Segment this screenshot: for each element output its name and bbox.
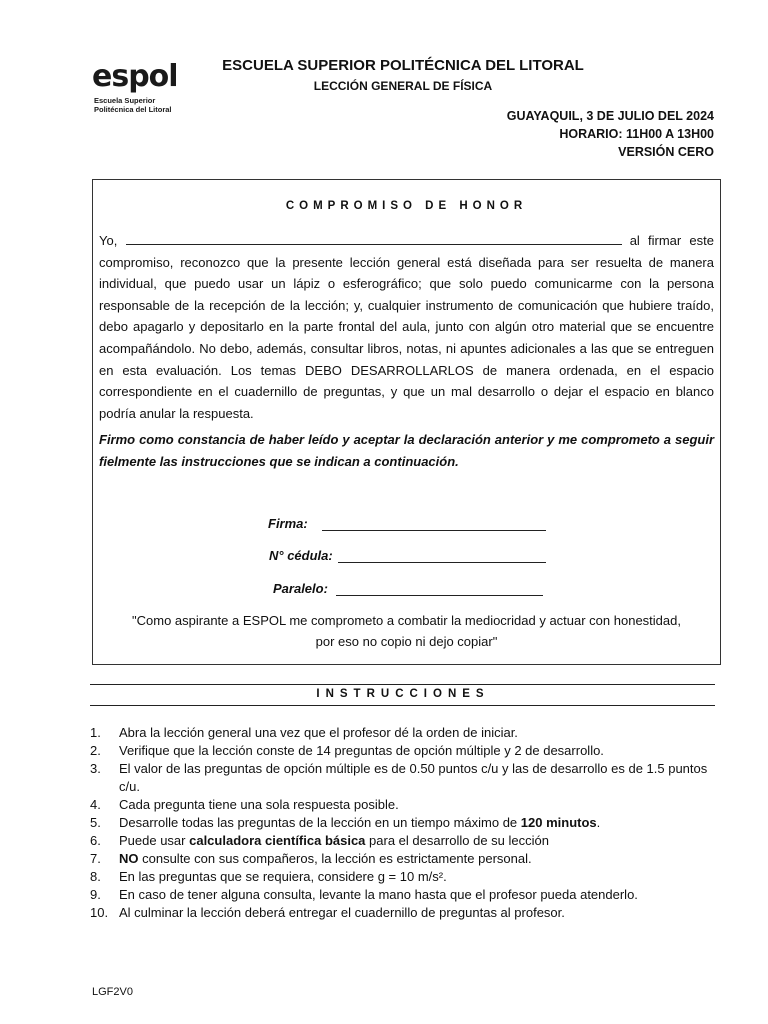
instruction-text: Puede usar <box>119 833 190 848</box>
honor-quote-line-2: por eso no copio ni dejo copiar" <box>315 634 498 649</box>
instruction-number: 6. <box>90 833 101 848</box>
instruction-bold: 120 minutos <box>520 815 597 830</box>
honor-statement-text: al firmar este compromiso, reconozco que la presente lección general está diseñada para ser resuelta de manera individual, que puedo usar un lápiz o esferográfico; que solo puedo comunicarme con la persona responsable de la recepción de la lección; y, cualquier instrumento de comunicación que hubiere traído, debo apagarlo y depositarlo en la parte frontal del aula, junto con algún otro material que se encuentre acompañándolo. No debo, además, consultar libros, notas, ni apuntes adicionales a las que se entreguen en esta evaluación. Los temas DEBO DESARROLLARLOS de manera ordenada, en el espacio correspondiente en el cuadernillo de preguntas, y que un mal desarrollo o dejar el espacio en blanco podría anular la respuesta. <box>99 233 714 421</box>
instruction-number: 8. <box>90 869 101 884</box>
paralelo-line <box>336 595 543 596</box>
instruction-item <box>90 832 720 850</box>
instruction-number: 4. <box>90 797 101 812</box>
instruction-text: Verifique que la lección conste de 14 preguntas de opción múltiple y 2 de desarrollo. <box>119 743 604 758</box>
exam-schedule: HORARIO: 11H00 A 13H00 <box>559 127 714 141</box>
school-name: ESCUELA SUPERIOR POLITÉCNICA DEL LITORAL <box>222 57 584 74</box>
logo-wordmark: espol <box>92 59 178 94</box>
instruction-text: Abra la lección general una vez que el profesor dé la orden de iniciar. <box>119 725 518 740</box>
instructions-top-rule <box>90 684 715 685</box>
instruction-text: En las preguntas que se requiera, considere g = 10 m/s². <box>119 869 447 884</box>
exam-date: GUAYAQUIL, 3 DE JULIO DEL 2024 <box>506 109 714 123</box>
instruction-text-end: consulte con sus compañeros, la lección es estrictamente personal. <box>138 851 532 866</box>
instruction-number: 5. <box>90 815 101 830</box>
instruction-item <box>90 850 720 868</box>
honor-commitment-box <box>92 179 721 665</box>
instruction-text: En caso de tener alguna consulta, levante la mano hasta que el profesor pueda atenderlo. <box>119 887 638 902</box>
instruction-item <box>90 724 720 742</box>
firma-label: Firma: <box>268 516 308 531</box>
instruction-number: 10. <box>90 905 109 920</box>
instruction-number: 7. <box>90 851 101 866</box>
instructions-title: INSTRUCCIONES <box>316 688 490 700</box>
logo-subtitle-line-2: Politécnica del Litoral <box>94 105 172 114</box>
honor-statement <box>99 230 714 424</box>
logo-subtitle-line-1: Escuela Superior <box>94 96 156 105</box>
instruction-item <box>90 904 720 922</box>
cedula-line <box>338 562 546 563</box>
instruction-number: 9. <box>90 887 101 902</box>
instruction-text: Al culminar la lección deberá entregar el cuadernillo de preguntas al profesor. <box>119 905 565 920</box>
instruction-item <box>90 796 720 814</box>
instruction-bold: calculadora científica básica <box>189 833 366 848</box>
firma-line <box>322 530 546 531</box>
instruction-item <box>90 886 720 904</box>
cedula-label: N° cédula: <box>269 548 333 563</box>
name-blank-line <box>126 232 622 245</box>
honor-declaration: Firmo como constancia de haber leído y aceptar la declaración anterior y me comprometo a seguir fielmente las instrucciones que se indican a continuación. <box>99 432 714 469</box>
instructions-bottom-rule <box>90 705 715 706</box>
honor-title: COMPROMISO DE HONOR <box>285 200 528 212</box>
exam-version: VERSIÓN CERO <box>618 145 714 159</box>
instructions-list <box>90 724 720 922</box>
yo-label: Yo, <box>99 233 118 248</box>
logo-subtitle <box>94 96 172 114</box>
paralelo-label: Paralelo: <box>273 581 328 596</box>
instruction-text: El valor de las preguntas de opción múltiple es de 0.50 puntos c/u y las de desarrollo es de 1.5 puntos c/u. <box>119 761 708 794</box>
instruction-text: Cada pregunta tiene una sola respuesta posible. <box>119 797 399 812</box>
instruction-item <box>90 742 720 760</box>
exam-meta <box>507 107 714 161</box>
instruction-text-end: . <box>596 815 601 830</box>
instruction-number: 3. <box>90 761 101 776</box>
instruction-item <box>90 814 720 832</box>
honor-quote-line-1: "Como aspirante a ESPOL me comprometo a combatir la mediocridad y actuar con honestidad, <box>132 613 681 628</box>
instruction-text: Desarrolle todas las preguntas de la lección en un tiempo máximo de <box>119 815 521 830</box>
instruction-bold: NO <box>119 851 139 866</box>
honor-quote <box>93 610 720 652</box>
footer-code: LGF2V0 <box>92 986 133 998</box>
instruction-number: 1. <box>90 725 101 740</box>
instruction-item <box>90 760 720 796</box>
instruction-item <box>90 868 720 886</box>
instruction-text-end: para el desarrollo de su lección <box>365 833 549 848</box>
instruction-number: 2. <box>90 743 101 758</box>
lesson-title: LECCIÓN GENERAL DE FÍSICA <box>313 79 493 93</box>
